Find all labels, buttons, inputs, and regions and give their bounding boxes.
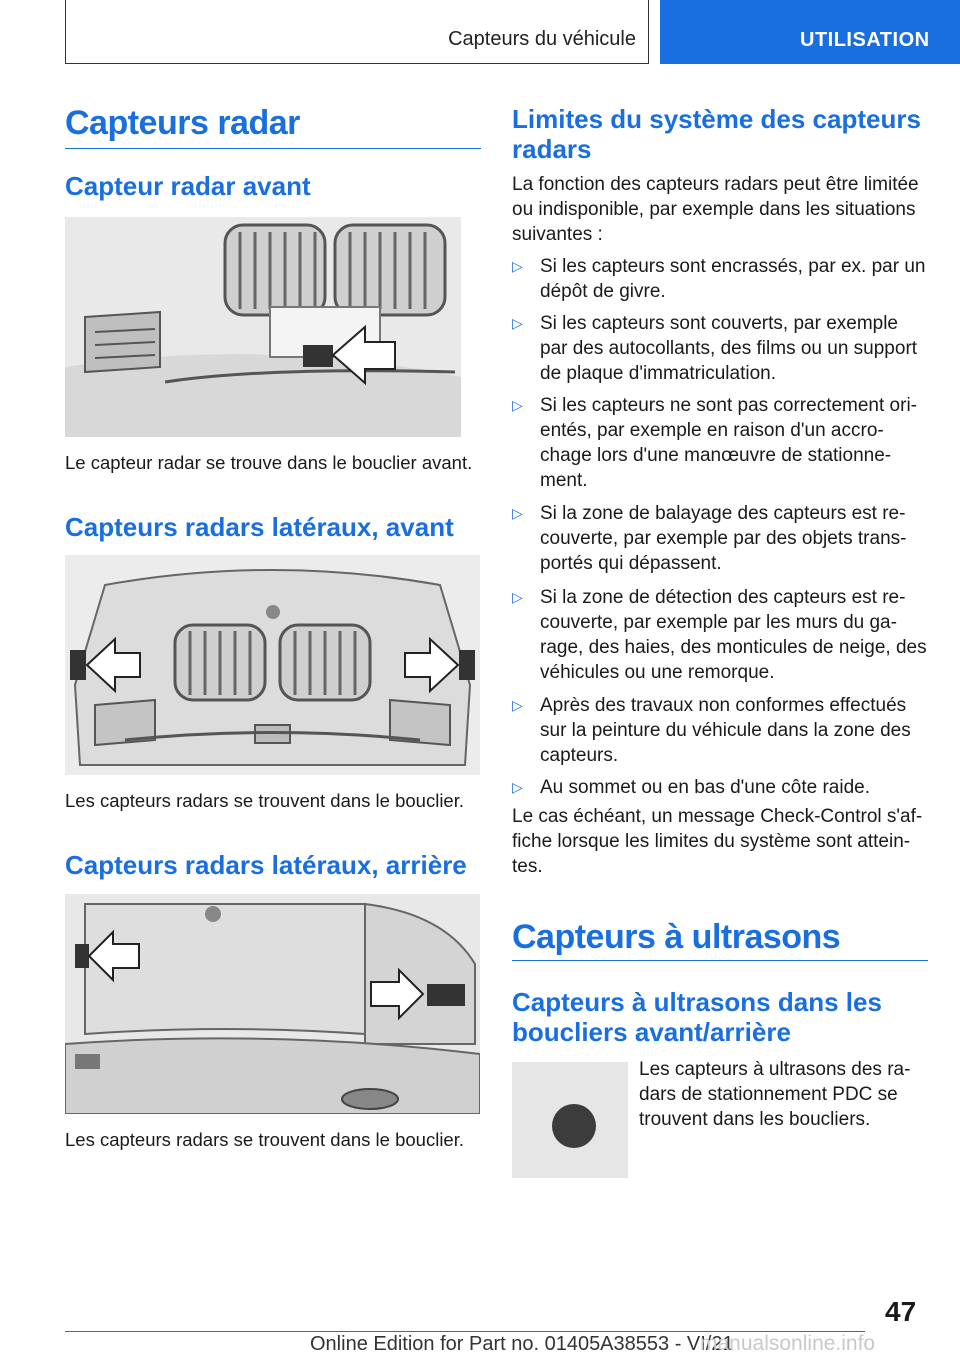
title-rule [65, 148, 481, 149]
bullet-triangle-icon: ▷ [512, 589, 523, 605]
heading-ultrasonic-bumpers: Capteurs à ultrasons dans les boucliers avant/arrière [512, 987, 882, 1047]
limits-outro: Le cas échéant, un message Check-Control s'af- fiche lorsque les limites du système sont attein- tes. [512, 806, 923, 877]
heading-front-radar: Capteur radar avant [65, 171, 311, 201]
list-item: ▷ Si la zone de détection des capteurs est re- couverte, par exemple par les murs du ga- rage, des haies, des monticules de neige, des véhicules ou une remorque. [512, 587, 927, 683]
page-number: 47 [885, 1296, 917, 1327]
watermark: manualsonline.info [700, 1332, 876, 1355]
header-section-box [65, 0, 649, 64]
ultrasonic-sensor-illustration [512, 1062, 628, 1178]
heading-ultrasonic: Capteurs à ultrasons [512, 918, 841, 956]
chapter-tab [660, 0, 960, 64]
edition-text: Online Edition for Part no. 01405A38553 - VI/21 [310, 1333, 734, 1355]
section-title: Capteurs du véhicule [448, 28, 636, 50]
front-radar-illustration [65, 217, 461, 437]
caption-side-front-radar: Les capteurs radars se trouvent dans le bouclier. [65, 790, 465, 811]
heading-side-rear-radar: Capteurs radars latéraux, arrière [65, 850, 467, 880]
bullet-triangle-icon: ▷ [512, 697, 523, 713]
bullet-triangle-icon: ▷ [512, 505, 523, 521]
ultrasonic-text: Les capteurs à ultrasons des ra- dars de stationnement PDC se trouvent dans les boucliers. [639, 1059, 911, 1130]
car-front-detail-image [65, 217, 461, 437]
ultrasonic-rule [512, 960, 928, 961]
chapter-title: UTILISATION [800, 29, 930, 51]
bullet-triangle-icon: ▷ [512, 397, 523, 413]
heading-limits: Limites du système des capteurs radars [512, 104, 921, 164]
side-front-radar-illustration [65, 555, 480, 775]
ultrasonic-sensor-image [512, 1062, 628, 1178]
car-front-view-image [65, 555, 480, 775]
car-rear-view-image [65, 894, 480, 1114]
list-item: ▷ Après des travaux non conformes effectués sur la peinture du véhicule dans la zone des capteurs. [512, 695, 911, 766]
heading-side-front-radar: Capteurs radars latéraux, avant [65, 512, 454, 542]
list-item: ▷ Si la zone de balayage des capteurs est re- couverte, par exemple par des objets trans- portés qui dépassent. [512, 503, 907, 574]
caption-side-rear-radar: Les capteurs radars se trouvent dans le bouclier. [65, 1129, 465, 1150]
list-item: ▷ Si les capteurs sont couverts, par exemple par des autocollants, des films ou un support de plaque d'immatriculation. [512, 313, 918, 384]
limits-intro: La fonction des capteurs radars peut être limitée ou indisponible, par exemple dans les situations suivantes : [512, 174, 919, 245]
list-item: ▷ Si les capteurs sont encrassés, par ex. par un dépôt de givre. [512, 256, 926, 302]
bullet-triangle-icon: ▷ [512, 315, 523, 331]
caption-front-radar: Le capteur radar se trouve dans le bouclier avant. [65, 452, 473, 473]
bullet-triangle-icon: ▷ [512, 258, 523, 274]
list-item: ▷ Si les capteurs ne sont pas correctement ori- entés, par exemple en raison d'un accro- chage lors d'une manœuvre de stationne- ment. [512, 395, 918, 491]
page-title: Capteurs radar [65, 104, 300, 142]
side-rear-radar-illustration [65, 894, 480, 1114]
bullet-triangle-icon: ▷ [512, 779, 523, 795]
list-item: ▷ Au sommet ou en bas d'une côte raide. [512, 777, 870, 798]
